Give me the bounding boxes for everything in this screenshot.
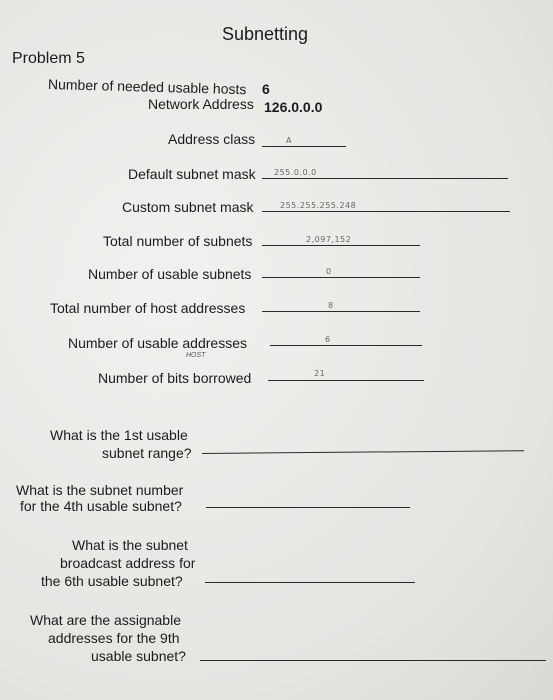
- hosts-needed-label: Number of needed usable hosts: [47, 76, 247, 98]
- question-3-line-3: the 6th usable subnet?: [41, 573, 183, 589]
- network-address-value: 126.0.0.0: [264, 99, 323, 115]
- question-1-line-1: What is the 1st usable: [50, 427, 188, 443]
- question-2-answer-line: [206, 507, 410, 508]
- question-3-answer-line: [205, 582, 415, 583]
- page-title: Subnetting: [222, 24, 309, 44]
- address-class-answer: A: [286, 136, 292, 145]
- problem-heading: Problem 5: [12, 50, 85, 67]
- question-4-line-1: What are the assignable: [30, 612, 181, 628]
- question-1-line-2: subnet range?: [102, 445, 192, 461]
- total-subnets-label: Total number of subnets: [103, 233, 253, 249]
- bits-borrowed-answer: 21: [314, 369, 326, 378]
- question-3-line-2: broadcast address for: [60, 555, 196, 571]
- question-4-line-3: usable subnet?: [91, 648, 186, 664]
- usable-subnets-line: [262, 277, 420, 278]
- question-4-answer-line: [200, 660, 546, 661]
- total-host-addresses-line: [262, 311, 420, 312]
- usable-addresses-label: Number of usable addresses: [68, 335, 247, 351]
- bits-borrowed-line: [268, 380, 424, 381]
- bits-borrowed-label: Number of bits borrowed: [98, 370, 252, 386]
- total-host-addresses-label: Total number of host addresses: [50, 300, 246, 316]
- question-3-line-1: What is the subnet: [72, 537, 188, 553]
- total-subnets-line: [262, 245, 420, 246]
- hosts-needed-value: 6: [262, 81, 270, 97]
- usable-subnets-label: Number of usable subnets: [88, 266, 252, 282]
- custom-mask-line: [262, 211, 510, 212]
- network-address-label: Network Address: [148, 96, 254, 112]
- default-mask-line: [262, 178, 508, 179]
- custom-mask-label: Custom subnet mask: [122, 199, 254, 215]
- custom-mask-answer: 255.255.255.248: [280, 201, 357, 210]
- host-note: HOST: [186, 352, 206, 359]
- question-1-answer-line: [202, 450, 524, 454]
- question-2-line-2: for the 4th usable subnet?: [20, 498, 182, 514]
- usable-addresses-answer: 6: [325, 335, 331, 344]
- default-mask-label: Default subnet mask: [128, 166, 256, 182]
- usable-subnets-answer: 0: [326, 267, 332, 276]
- total-subnets-answer: 2,097,152: [306, 235, 352, 244]
- default-mask-answer: 255.0.0.0: [274, 168, 317, 177]
- question-4-line-2: addresses for the 9th: [48, 630, 180, 646]
- total-host-addresses-answer: 8: [328, 301, 334, 310]
- address-class-label: Address class: [168, 131, 256, 147]
- address-class-line: [262, 146, 346, 147]
- question-2-line-1: What is the subnet number: [16, 482, 184, 498]
- usable-addresses-line: [270, 345, 422, 346]
